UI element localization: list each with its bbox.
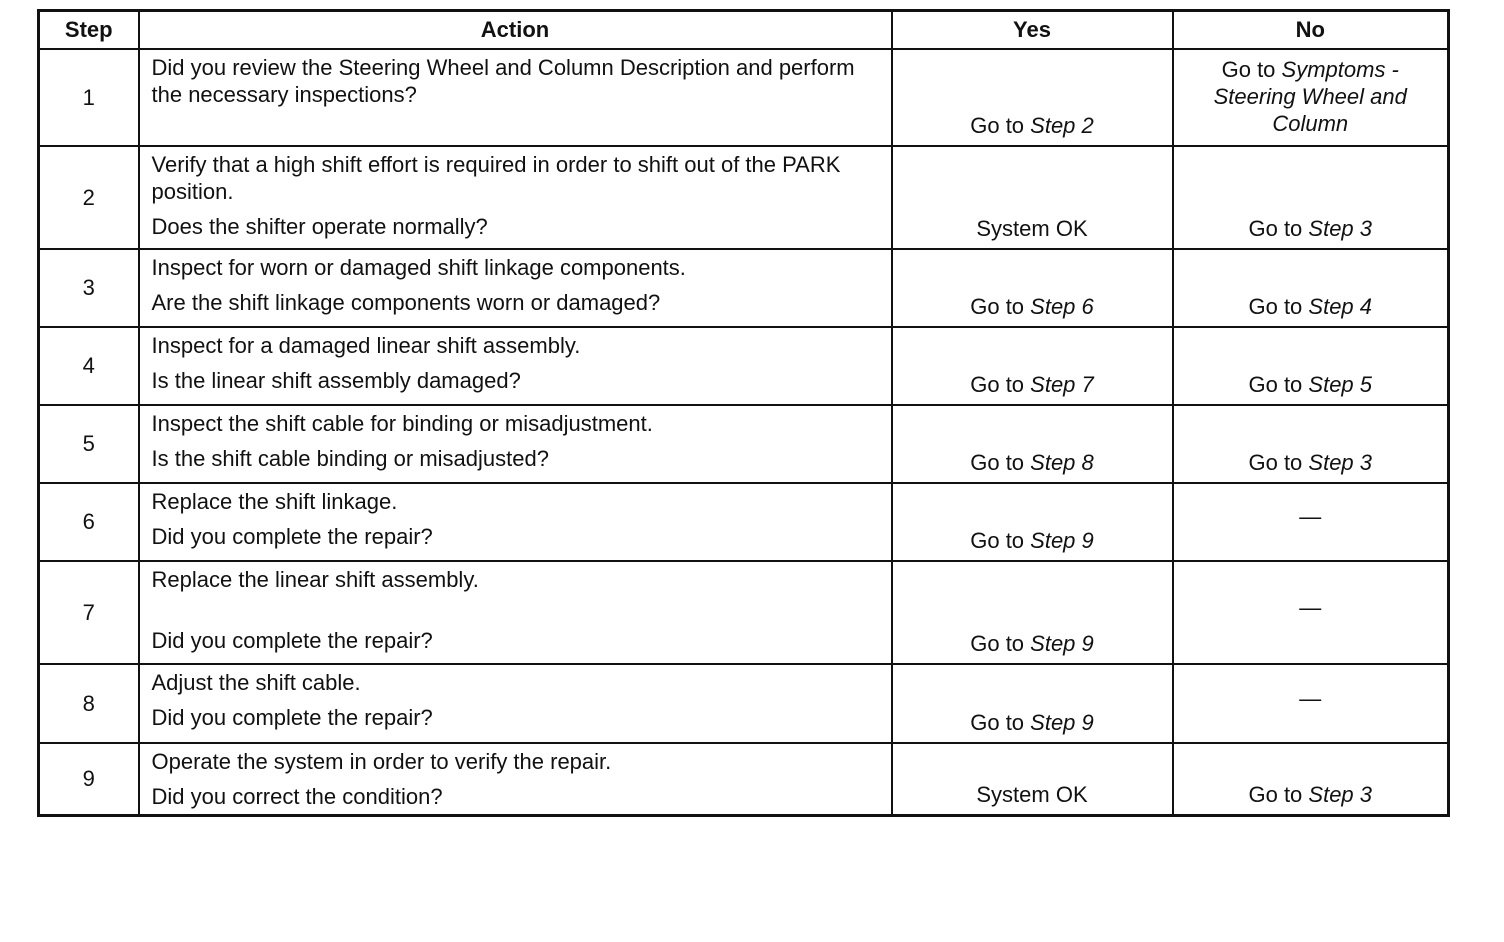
yes-prefix: Go to	[970, 527, 1031, 553]
no-prefix: Go to	[1248, 293, 1309, 319]
action-text: Replace the linear shift assembly.	[151, 566, 479, 592]
table-row-step-1	[39, 49, 1449, 146]
no-prefix: Go to	[1248, 781, 1309, 807]
yes-link[interactable]: Step 8	[1030, 449, 1094, 475]
no-cell	[1173, 405, 1449, 483]
yes-prefix: Go to	[970, 371, 1031, 397]
yes-link[interactable]: Step 2	[1030, 112, 1094, 138]
action-cell	[139, 561, 892, 664]
action-cell	[139, 146, 892, 249]
yes-cell	[892, 561, 1173, 664]
yes-link[interactable]: Step 9	[1030, 709, 1094, 735]
header-step: Step	[39, 11, 139, 49]
yes-prefix: Go to	[970, 293, 1031, 319]
action-question: Is the linear shift assembly damaged?	[151, 367, 521, 393]
yes-prefix: Go to	[970, 449, 1031, 475]
table-row-step-8	[39, 664, 1449, 743]
step-number: 1	[39, 49, 139, 146]
action-question: Did you correct the condition?	[151, 783, 443, 809]
step-number: 9	[39, 743, 139, 816]
no-link[interactable]: Step 4	[1308, 293, 1373, 319]
no-cell	[1173, 49, 1449, 146]
table-row-step-6	[39, 483, 1449, 561]
action-question: Did you complete the repair?	[151, 523, 433, 549]
table-row-step-5	[39, 405, 1449, 483]
action-text: Adjust the shift cable.	[151, 669, 361, 695]
action-cell	[139, 664, 892, 743]
no-link[interactable]: Step 3	[1308, 449, 1373, 475]
yes-cell	[892, 146, 1173, 249]
header-action: Action	[139, 11, 892, 49]
header-no: No	[1173, 11, 1449, 49]
action-cell	[139, 49, 892, 146]
action-cell	[139, 327, 892, 405]
step-number: 4	[39, 327, 139, 405]
no-dash: —	[1299, 594, 1322, 620]
action-text: Inspect for worn or damaged shift linkage components.	[151, 254, 686, 280]
yes-cell	[892, 49, 1173, 146]
action-question: Are the shift linkage components worn or damaged?	[151, 289, 661, 315]
no-cell	[1173, 327, 1449, 405]
step-number: 7	[39, 561, 139, 664]
action-question: Did you complete the repair?	[151, 704, 433, 730]
action-text: Verify that a high shift effort is required in order to shift out of the PARK position.	[151, 151, 841, 204]
yes-prefix: Go to	[970, 709, 1031, 735]
no-link[interactable]: Step 5	[1308, 371, 1373, 397]
no-cell	[1173, 743, 1449, 816]
no-cell	[1173, 146, 1449, 249]
action-cell	[139, 405, 892, 483]
step-number: 5	[39, 405, 139, 483]
yes-cell	[892, 249, 1173, 327]
step-number: 3	[39, 249, 139, 327]
yes-prefix: Go to	[970, 112, 1031, 138]
no-link[interactable]: Step 3	[1308, 781, 1373, 807]
yes-link[interactable]: Step 7	[1030, 371, 1094, 397]
action-text: Replace the shift linkage.	[151, 488, 398, 514]
no-prefix: Go to	[1221, 56, 1282, 82]
action-cell	[139, 483, 892, 561]
table-row-step-9	[39, 743, 1449, 816]
step-number: 8	[39, 664, 139, 743]
no-link[interactable]: Step 3	[1308, 215, 1373, 241]
table-row-step-3	[39, 249, 1449, 327]
action-cell	[139, 249, 892, 327]
no-prefix: Go to	[1248, 215, 1309, 241]
action-text: Did you review the Steering Wheel and Column Description and perform the necessary inspections?	[151, 54, 855, 107]
yes-cell	[892, 483, 1173, 561]
yes-text: System OK	[976, 215, 1088, 241]
no-cell	[1173, 483, 1449, 561]
action-text: Operate the system in order to verify the repair.	[151, 748, 612, 774]
yes-cell	[892, 664, 1173, 743]
no-cell	[1173, 249, 1449, 327]
header-row	[39, 11, 1449, 49]
action-question: Is the shift cable binding or misadjusted?	[151, 445, 549, 471]
no-cell-text	[1180, 56, 1442, 137]
yes-link[interactable]: Step 9	[1030, 630, 1094, 656]
table-row-step-7	[39, 561, 1449, 664]
yes-prefix: Go to	[970, 630, 1031, 656]
no-cell	[1173, 664, 1449, 743]
no-dash: —	[1299, 685, 1322, 711]
step-number: 6	[39, 483, 139, 561]
yes-link[interactable]: Step 9	[1030, 527, 1094, 553]
step-number: 2	[39, 146, 139, 249]
action-text: Inspect for a damaged linear shift assembly.	[151, 332, 581, 358]
diagnostic-table	[37, 9, 1450, 817]
header-yes: Yes	[892, 11, 1173, 49]
action-question: Did you complete the repair?	[151, 627, 433, 653]
yes-link[interactable]: Step 6	[1030, 293, 1094, 319]
yes-text: System OK	[976, 781, 1088, 807]
action-question: Does the shifter operate normally?	[151, 213, 488, 239]
no-prefix: Go to	[1248, 449, 1309, 475]
yes-cell	[892, 405, 1173, 483]
no-prefix: Go to	[1248, 371, 1309, 397]
no-cell	[1173, 561, 1449, 664]
yes-cell	[892, 327, 1173, 405]
action-text: Inspect the shift cable for binding or misadjustment.	[151, 410, 653, 436]
no-dash: —	[1299, 504, 1322, 529]
action-cell	[139, 743, 892, 816]
no-link[interactable]: Symptoms - Steering Wheel and Column	[1213, 56, 1407, 136]
table-row-step-4	[39, 327, 1449, 405]
table-row-step-2	[39, 146, 1449, 249]
yes-cell	[892, 743, 1173, 816]
